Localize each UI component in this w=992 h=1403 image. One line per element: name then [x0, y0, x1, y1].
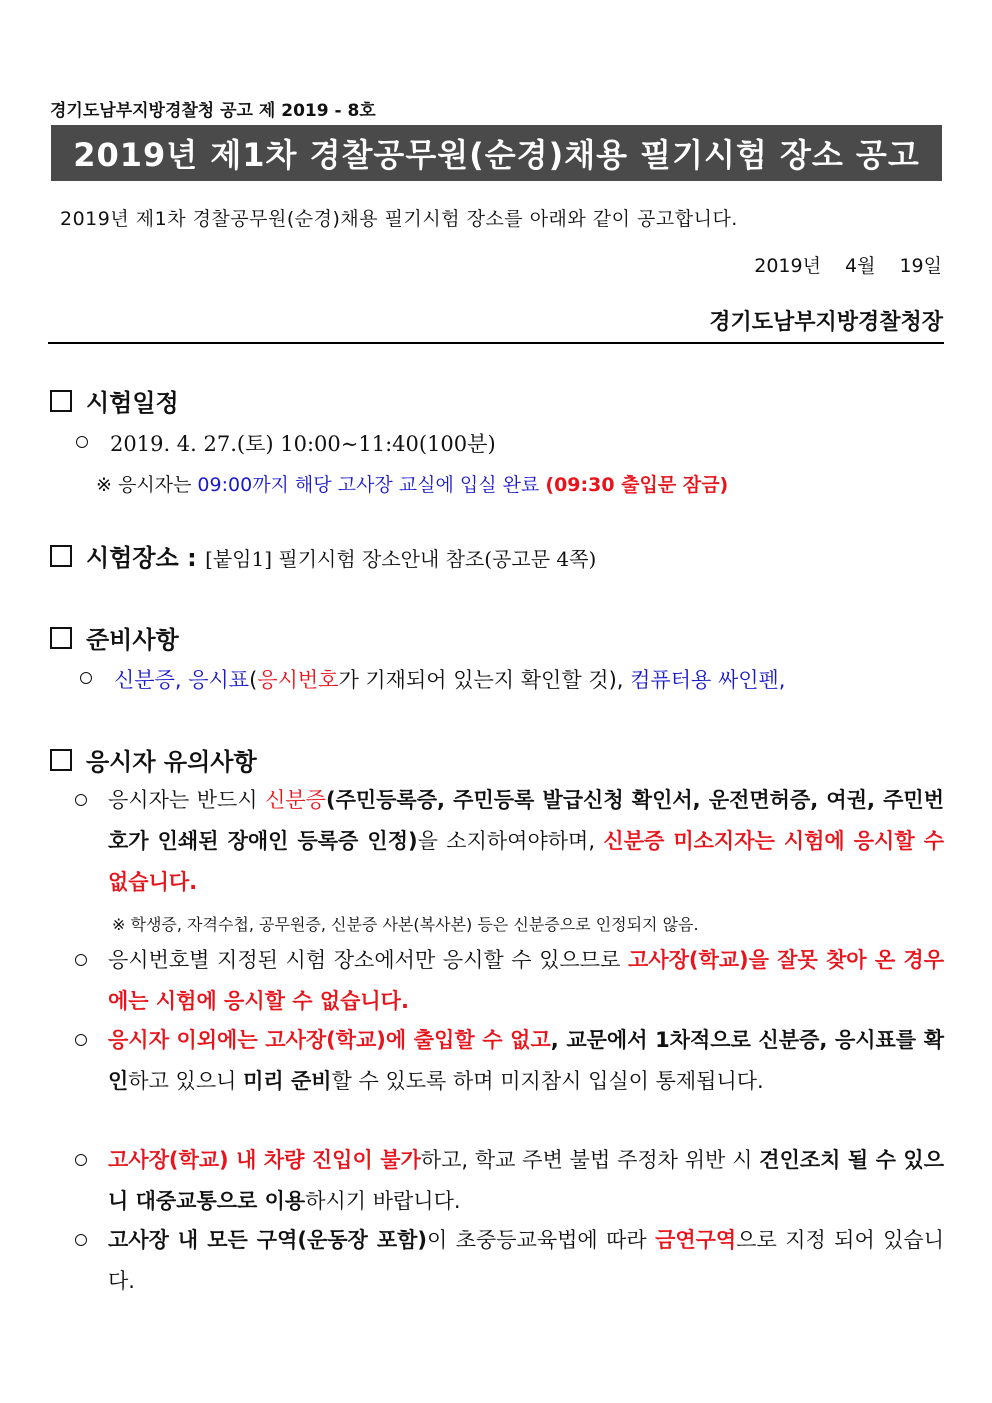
- section-schedule-heading: 시험일정: [50, 383, 179, 418]
- circle-bullet-icon: [75, 1154, 87, 1166]
- prep-items: 신분증, 응시표(응시번호가 기재되어 있는지 확인할 것), 컴퓨터용 싸인펜,: [80, 664, 785, 694]
- agency-signature: 경기도남부지방경찰청장: [709, 310, 943, 335]
- circle-bullet-icon: [75, 1234, 87, 1246]
- location-detail: [붙임1] 필기시험 장소안내 참조(공고문 4쪽): [205, 547, 597, 571]
- checkbox-square-icon: [50, 627, 72, 649]
- section-prep-heading: 준비사항: [50, 620, 179, 655]
- schedule-note: ※ 응시자는 09:00까지 해당 고사장 교실에 입실 완료 (09:30 출입문 잠금): [96, 474, 729, 496]
- circle-bullet-icon: [75, 794, 87, 806]
- caution-id-note: ※ 학생증, 자격수첩, 공무원증, 신분증 사본(복사본) 등은 신분증으로 인정되지 않음.: [112, 915, 699, 934]
- circle-bullet-icon: [80, 672, 92, 684]
- section-cautions-heading: 응시자 유의사항: [50, 742, 257, 777]
- intro-text: 2019년 제1차 경찰공무원(순경)채용 필기시험 장소를 아래와 같이 공고합니다.: [60, 208, 738, 230]
- circle-bullet-icon: [76, 436, 88, 448]
- caution-item: 고사장(학교) 내 차량 진입이 불가하고, 학교 주변 불법 주정차 위반 시 견인조치 될 수 있으니 대중교통으로 이용하시기 바랍니다.: [108, 1140, 944, 1222]
- caution-item: 응시번호별 지정된 시험 장소에서만 응시할 수 있으므로 고사장(학교)을 잘못 찾아 온 경우에는 시험에 응시할 수 없습니다.: [108, 940, 944, 1022]
- notice-title: 2019년 제1차 경찰공무원(순경)채용 필기시험 장소 공고: [73, 136, 920, 174]
- checkbox-square-icon: [50, 545, 72, 567]
- checkbox-square-icon: [50, 749, 72, 771]
- header-divider: [48, 342, 944, 344]
- caution-item: 응시자 이외에는 고사장(학교)에 출입할 수 없고, 교문에서 1차적으로 신분증, 응시표를 확인하고 있으니 미리 준비할 수 있도록 하며 미지참시 입실이 통제됩니다.: [108, 1020, 944, 1102]
- notice-number: 경기도남부지방경찰청 공고 제 2019 - 8호: [50, 101, 376, 121]
- checkbox-square-icon: [50, 390, 72, 412]
- notice-date: 2019년 4월 19일: [754, 255, 942, 277]
- caution-item: 응시자는 반드시 신분증(주민등록증, 주민등록 발급신청 확인서, 운전면허증, 여권, 주민번호가 인쇄된 장애인 등록증 인정)을 소지하여야하며, 신분증 미소지자는 시험에 응시할 수 없습니다.: [108, 780, 944, 903]
- section-location: 시험장소 : [붙임1] 필기시험 장소안내 참조(공고문 4쪽): [50, 538, 596, 573]
- circle-bullet-icon: [75, 1034, 87, 1046]
- schedule-datetime: 2019. 4. 27.(토) 10:00∼11:40(100분): [76, 428, 496, 458]
- circle-bullet-icon: [75, 954, 87, 966]
- caution-item: 고사장 내 모든 구역(운동장 포함)이 초중등교육법에 따라 금연구역으로 지정 되어 있습니다.: [108, 1220, 944, 1302]
- notice-title-banner: [51, 125, 942, 181]
